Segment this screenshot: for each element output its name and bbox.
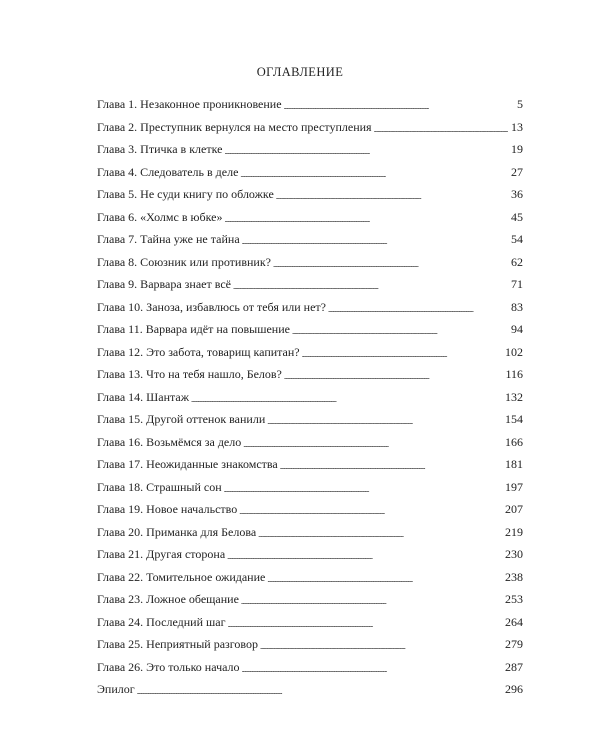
toc-entry-label: Глава 13. Что на тебя нашло, Белов? — [97, 367, 282, 381]
toc-entry — [97, 344, 523, 367]
toc-entry-page-number: 36 — [511, 187, 523, 201]
toc-entry-label: Глава 24. Последний шаг — [97, 614, 226, 629]
toc-entry — [97, 366, 523, 389]
toc-entry-page-number: 62 — [511, 254, 523, 269]
dot-leader — [284, 367, 503, 381]
dot-leader — [302, 345, 502, 359]
dot-leader — [241, 592, 502, 606]
toc-entry-page-number: 264 — [505, 614, 523, 629]
toc-entry-page-number: 71 — [511, 277, 523, 291]
toc-entry-page-number: 54 — [511, 232, 523, 246]
toc-entry — [97, 681, 523, 704]
toc-entry-page-number: 219 — [505, 524, 523, 539]
toc-entry-page-number: 102 — [505, 344, 523, 359]
dot-leader — [292, 322, 508, 336]
toc-entry-label: Глава 9. Варвара знает всё — [97, 277, 231, 291]
dot-leader — [267, 412, 502, 426]
toc-entry-page-number: 166 — [505, 434, 523, 449]
toc-entry-page-number: 207 — [505, 502, 523, 516]
dot-leader — [240, 165, 508, 179]
dot-leader — [273, 255, 508, 269]
toc-entry-label: Глава 8. Союзник или противник? — [97, 254, 271, 269]
table-of-contents — [97, 96, 523, 704]
toc-entry-label: Глава 18. Страшный сон — [97, 479, 222, 494]
toc-entry-page-number: 253 — [505, 592, 523, 606]
dot-leader — [239, 502, 502, 516]
toc-entry-label: Глава 11. Варвара идёт на повышение — [97, 322, 290, 336]
toc-entry-label: Глава 7. Тайна уже не тайна — [97, 232, 240, 246]
toc-entry-label: Глава 16. Возьмёмся за дело — [97, 434, 242, 449]
toc-entry-label: Глава 17. Неожиданные знакомства — [97, 457, 278, 471]
toc-entry-label: Глава 12. Это забота, товарищ капитан? — [97, 344, 300, 359]
dot-leader — [137, 682, 502, 696]
dot-leader — [267, 570, 502, 584]
toc-entry — [97, 164, 523, 187]
dot-leader — [228, 615, 503, 629]
toc-entry — [97, 501, 523, 524]
dot-leader — [243, 435, 502, 449]
toc-entry-label: Глава 23. Ложное обещание — [97, 592, 239, 606]
toc-entry — [97, 479, 523, 502]
toc-entry-label: Глава 3. Птичка в клетке — [97, 142, 223, 156]
toc-entry-page-number: 13 — [511, 119, 523, 134]
toc-entry-page-number: 5 — [517, 97, 523, 111]
toc-entry-page-number: 287 — [505, 659, 523, 674]
toc-entry-page-number: 27 — [511, 164, 523, 179]
dot-leader — [242, 232, 508, 246]
toc-entry-page-number: 279 — [505, 637, 523, 651]
toc-entry-label: Глава 20. Приманка для Белова — [97, 524, 257, 539]
toc-entry-label: Глава 26. Это только начало — [97, 659, 240, 674]
toc-entry — [97, 659, 523, 682]
toc-entry-page-number: 94 — [511, 322, 523, 336]
toc-entry-page-number: 45 — [511, 209, 523, 224]
dot-leader — [260, 637, 502, 651]
dot-leader — [224, 480, 502, 494]
toc-entry-label: Глава 15. Другой оттенок ванили — [97, 412, 266, 426]
dot-leader — [191, 390, 502, 404]
toc-entry-page-number: 230 — [505, 547, 523, 561]
toc-entry-label: Глава 10. Заноза, избавлюсь от тебя или нет? — [97, 299, 326, 314]
toc-entry — [97, 389, 523, 412]
toc-entry — [97, 119, 523, 142]
toc-entry — [97, 411, 523, 434]
toc-entry — [97, 591, 523, 614]
toc-entry-page-number: 83 — [511, 299, 523, 314]
dot-leader — [224, 210, 508, 224]
toc-entry-page-number: 154 — [505, 412, 523, 426]
toc-entry — [97, 141, 523, 164]
toc-entry — [97, 321, 523, 344]
toc-entry-label: Глава 2. Преступник вернулся на место преступления — [97, 119, 372, 134]
toc-entry-page-number: 19 — [511, 142, 523, 156]
toc-entry — [97, 276, 523, 299]
toc-entry — [97, 254, 523, 277]
dot-leader — [280, 457, 502, 471]
toc-entry — [97, 614, 523, 637]
toc-entry-label: Глава 5. Не суди книгу по обложке — [97, 187, 274, 201]
toc-entry-page-number: 296 — [505, 682, 523, 696]
toc-entry-page-number: 238 — [505, 569, 523, 584]
toc-entry-label: Глава 4. Следователь в деле — [97, 164, 239, 179]
toc-entry-page-number: 197 — [505, 479, 523, 494]
toc-entry — [97, 456, 523, 479]
toc-entry — [97, 569, 523, 592]
toc-entry — [97, 96, 523, 119]
toc-entry-label: Глава 6. «Холмс в юбке» — [97, 209, 223, 224]
toc-entry — [97, 524, 523, 547]
toc-entry-label: Глава 21. Другая сторона — [97, 547, 226, 561]
dot-leader — [258, 525, 502, 539]
toc-title: ОГЛАВЛЕНИЕ — [256, 65, 344, 79]
dot-leader — [242, 660, 502, 674]
toc-entry-label: Глава 19. Новое начальство — [97, 502, 238, 516]
toc-entry — [97, 636, 523, 659]
toc-entry-label: Глава 14. Шантаж — [97, 389, 190, 404]
toc-entry-page-number: 181 — [505, 457, 523, 471]
toc-entry — [97, 546, 523, 569]
dot-leader — [224, 142, 508, 156]
toc-entry-label: Глава 1. Незаконное проникновение — [97, 97, 282, 111]
dot-leader — [227, 547, 502, 561]
toc-entry-label: Глава 25. Неприятный разговор — [97, 637, 258, 651]
dot-leader — [328, 300, 508, 314]
toc-entry — [97, 209, 523, 232]
toc-entry — [97, 231, 523, 254]
toc-entry-page-number: 116 — [505, 367, 523, 381]
toc-entry — [97, 186, 523, 209]
dot-leader — [233, 277, 508, 291]
toc-entry-label: Глава 22. Томительное ожидание — [97, 569, 266, 584]
dot-leader — [284, 97, 514, 111]
toc-entry — [97, 434, 523, 457]
toc-entry — [97, 299, 523, 322]
dot-leader — [374, 120, 508, 134]
dot-leader — [276, 187, 508, 201]
toc-entry-label: Эпилог — [97, 682, 135, 696]
toc-entry-page-number: 132 — [505, 389, 523, 404]
